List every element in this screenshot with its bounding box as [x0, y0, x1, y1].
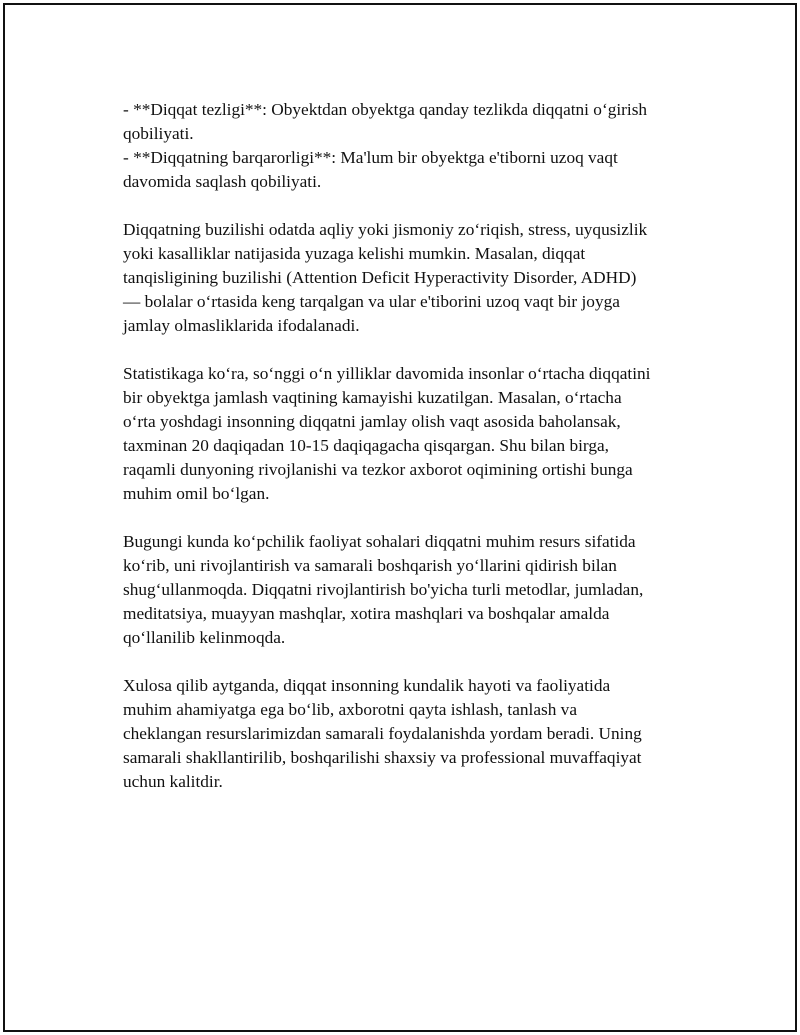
text-line: meditatsiya, muayyan mashqlar, xotira mashqlari va boshqalar amalda — [123, 604, 610, 623]
paragraph-conclusion — [123, 674, 723, 794]
text-line: cheklangan resurslarimizdan samarali foydalanishda yordam beradi. Uning — [123, 724, 642, 743]
text-line: — bolalar o‘rtasida keng tarqalgan va ular e'tiborini uzoq vaqt bir joyga — [123, 292, 620, 311]
text-line: bir obyektga jamlash vaqtining kamayishi kuzatilgan. Masalan, o‘rtacha — [123, 388, 622, 407]
text-line: muhim ahamiyatga ega bo‘lib, axborotni qayta ishlash, tanlash va — [123, 700, 577, 719]
text-line: Statistikaga ko‘ra, so‘nggi o‘n yilliklar davomida insonlar o‘rtacha diqqatini — [123, 364, 651, 383]
text-line: Xulosa qilib aytganda, diqqat insonning kundalik hayoti va faoliyatida — [123, 676, 611, 695]
paragraph-attention-types — [123, 98, 723, 194]
text-line: uchun kalitdir. — [123, 772, 223, 791]
text-line: Bugungi kunda ko‘pchilik faoliyat sohalari diqqatni muhim resurs sifatida — [123, 532, 636, 551]
paragraph-attention-disorders — [123, 218, 723, 338]
text-line: muhim omil bo‘lgan. — [123, 484, 270, 503]
text-line: yoki kasalliklar natijasida yuzaga kelishi mumkin. Masalan, diqqat — [123, 244, 586, 263]
text-line: qo‘llanilib kelinmoqda. — [123, 628, 286, 647]
paragraph-gap — [123, 194, 723, 218]
text-line: - **Diqqat tezligi**: Obyektdan obyektga qanday tezlikda diqqatni o‘girish — [123, 100, 648, 119]
text-line: raqamli dunyoning rivojlanishi va tezkor axborot oqimining ortishi bunga — [123, 460, 633, 479]
paragraph-development-methods — [123, 530, 723, 650]
paragraph-gap — [123, 650, 723, 674]
text-line: shug‘ullanmoqda. Diqqatni rivojlantirish bo'yicha turli metodlar, jumladan, — [123, 580, 644, 599]
page-frame — [3, 3, 797, 1032]
text-line: samarali shakllantirilib, boshqarilishi shaxsiy va professional muvaffaqiyat — [123, 748, 642, 767]
text-line: - **Diqqatning barqarorligi**: Ma'lum bir obyektga e'tiborni uzoq vaqt — [123, 148, 618, 167]
text-line: jamlay olmasliklarida ifodalanadi. — [123, 316, 360, 335]
paragraph-statistics — [123, 362, 723, 506]
text-line: qobiliyati. — [123, 124, 194, 143]
paragraph-gap — [123, 506, 723, 530]
text-line: taxminan 20 daqiqadan 10-15 daqiqagacha qisqargan. Shu bilan birga, — [123, 436, 609, 455]
document-body — [123, 98, 723, 794]
paragraph-gap — [123, 338, 723, 362]
text-line: Diqqatning buzilishi odatda aqliy yoki jismoniy zo‘riqish, stress, uyqusizlik — [123, 220, 648, 239]
text-line: ko‘rib, uni rivojlantirish va samarali boshqarish yo‘llarini qidirish bilan — [123, 556, 617, 575]
text-line: tanqisligining buzilishi (Attention Deficit Hyperactivity Disorder, ADHD) — [123, 268, 637, 287]
text-line: davomida saqlash qobiliyati. — [123, 172, 322, 191]
text-line: o‘rta yoshdagi insonning diqqatni jamlay olish vaqt asosida baholansak, — [123, 412, 621, 431]
